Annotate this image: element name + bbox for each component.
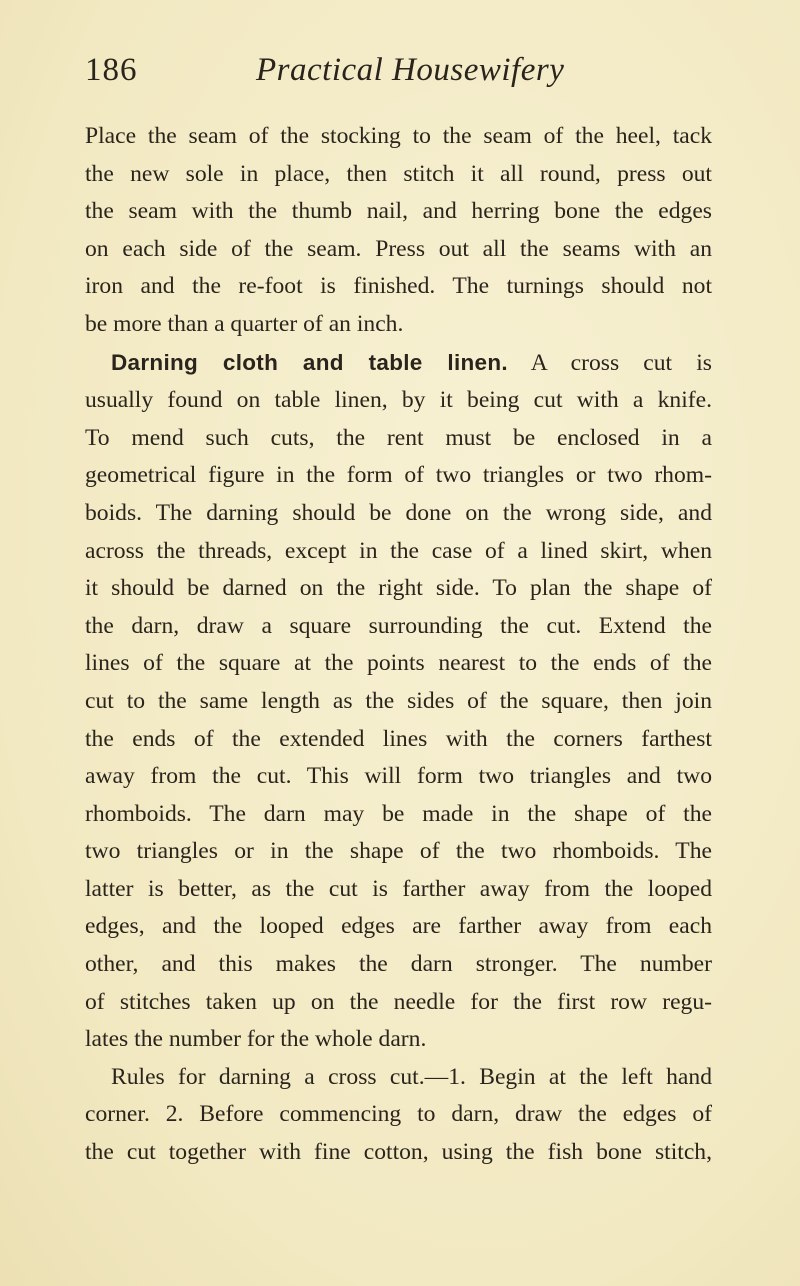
text-line: corner. 2. Before commencing to darn, draw the edges of [85,1101,712,1128]
text-line: on each side of the seam. Press out all the seams with an [85,235,712,262]
text-line: be more than a quarter of an inch. [85,310,404,337]
text-line [85,344,712,383]
text-line: of stitches taken up on the needle for the first row regu- [85,988,712,1015]
page-header [85,52,725,102]
text-line: lines of the square at the points nearest to the ends of the [85,650,712,677]
text-line: across the threads, except in the case of a lined skirt, when [85,537,712,564]
text-line: two triangles or in the shape of the two rhomboids. The [85,838,712,865]
body-text [85,118,712,1172]
text-line: cut to the same length as the sides of the square, then join [85,687,712,714]
text-line: geometrical figure in the form of two triangles or two rhom- [85,462,712,489]
text-line: it should be darned on the right side. To plan the shape of [85,575,712,602]
text-line: the new sole in place, then stitch it all round, press out [85,160,712,187]
text-line: edges, and the looped edges are farther away from each [85,913,712,940]
text-line: Place the seam of the stocking to the seam of the heel, tack [85,123,712,149]
text-line: usually found on table linen, by it being cut with a knife. [85,387,712,414]
text-line: other, and this makes the darn stronger. The number [85,951,712,978]
running-title: Practical Housewifery [256,52,565,88]
text-line: To mend such cuts, the rent must be enclosed in a [85,424,712,451]
section-heading: Darning cloth and table linen. [111,349,508,375]
text-line: the ends of the extended lines with the corners farthest [85,725,712,752]
text-line: boids. The darning should be done on the wrong side, and [85,499,712,526]
text-line: iron and the re-foot is finished. The turnings should not [85,273,712,300]
paragraph-rules [85,1059,712,1172]
paragraph-refooting [85,118,712,344]
text-line: Rules for darning a cross cut.—1. Begin at the left hand [111,1063,712,1090]
text-line: away from the cut. This will form two triangles and two [85,763,712,790]
text-line: the seam with the thumb nail, and herring bone the edges [85,198,712,225]
text-line: rhomboids. The darn may be made in the shape of the [85,800,712,827]
page-number: 186 [85,52,138,88]
text-line: the darn, draw a square surrounding the cut. Extend the [85,612,712,639]
paragraph-darning [85,344,712,1059]
text-line: lates the number for the whole darn. [85,1026,427,1053]
text-line: the cut together with fine cotton, using the fish bone stitch, [85,1139,712,1166]
heading-line-rest: A cross cut is [507,349,712,376]
text-line: latter is better, as the cut is farther away from the looped [85,875,712,902]
